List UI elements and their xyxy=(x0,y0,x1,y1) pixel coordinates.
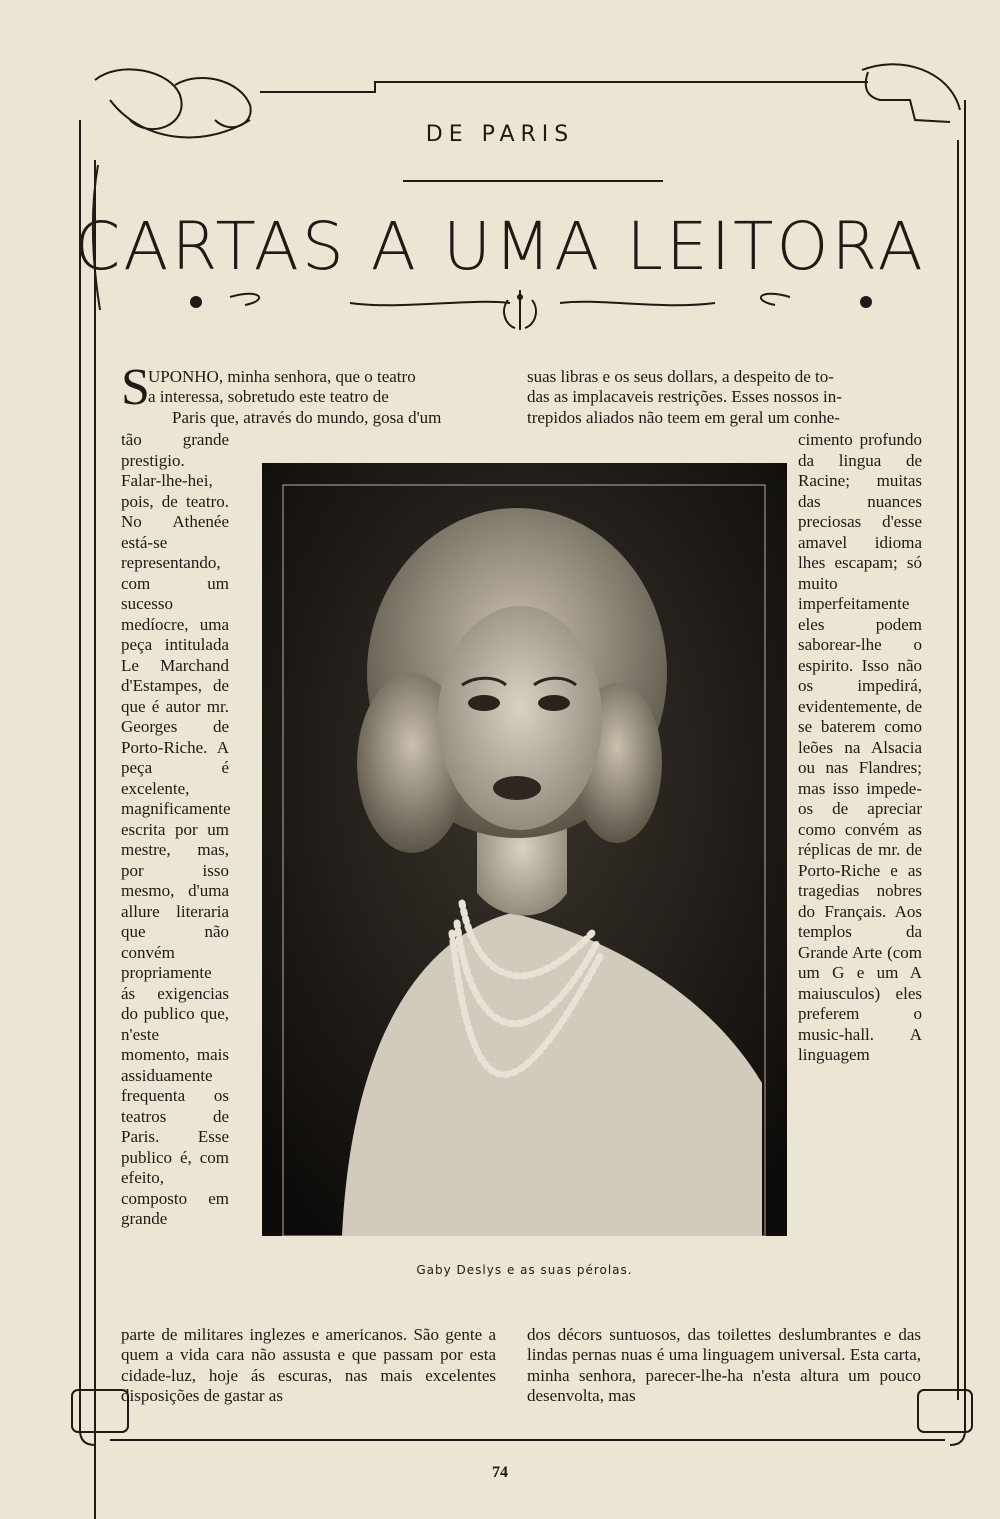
left-top-line-1: UPONHO, minha senhora, que o teatro xyxy=(148,367,416,386)
left-column-bottom: parte de militares inglezes e americanos. São gente a quem a vida cara não assusta e que passam por esta cidade-luz, hoje ás escuras, nas mais excelentes disposições de gastar as xyxy=(121,1325,496,1406)
right-top-line-2: das as implacaveis restrições. Esses nossos in- xyxy=(527,387,842,407)
left-narrow-column: tão grande prestigio. Falar-lhe-hei, pois, de teatro. No Athenée está-se representando, com um sucesso medíocre, uma peça intitulada Le Marchand d'Estampes, de que é autor mr. Georges de Porto-Riche. A peça é excelente, magnificamente escrita por um mestre, mas, por isso mesmo, d'uma allure literaria que não convém propriamente ás exigencias do publico que, n'este momento, mais assiduamente frequenta os teatros de Paris. Esse publico é, com efeito, composto em grande xyxy=(121,430,231,1228)
section-heading: DE PARIS xyxy=(425,122,575,147)
right-top-line-3: trepidos aliados não teem em geral um conhe- xyxy=(527,407,840,427)
page-number: 74 xyxy=(492,1464,508,1481)
drop-cap: S xyxy=(121,359,150,416)
left-column-top xyxy=(148,367,508,428)
right-narrow-column: cimento profundo da lingua de Racine; muitas das nuances preciosas d'esse amavel idioma lhes escapam; só muito imperfeitamente eles podem saborear-lhe o espirito. Isso não os impedirá, evidentemente, de se baterem como leões na Alsacia ou nas Flandres; mas isso impede-os de apreciar como convém as réplicas de mr. de Porto-Riche e as tragedias nobres do Français. Aos templos da Grande Arte (com um G e um A maiusculos) eles preferem o music-hall. A linguagem xyxy=(798,430,922,1064)
article-title: CARTAS A UMA LEITORA xyxy=(74,208,926,285)
left-top-line-3: Paris que, através do mundo, gosa d'um xyxy=(172,407,442,427)
right-column-top xyxy=(527,367,920,428)
portrait-illustration xyxy=(262,463,787,1236)
left-top-line-2: a interessa, sobretudo este teatro de xyxy=(148,387,389,407)
portrait-photo xyxy=(262,463,787,1236)
right-top-line-1: suas libras e os seus dollars, a despeito de to- xyxy=(527,367,834,386)
heading-rule xyxy=(403,180,663,182)
photo-caption: Gaby Deslys e as suas pérolas. xyxy=(416,1263,633,1277)
right-column-bottom: dos décors suntuosos, das toilettes deslumbrantes e das lindas pernas nuas é uma linguagem universal. Esta carta, minha senhora, parecer-lhe-ha n'esta altura um pouco desenvolta, mas xyxy=(527,1325,921,1406)
